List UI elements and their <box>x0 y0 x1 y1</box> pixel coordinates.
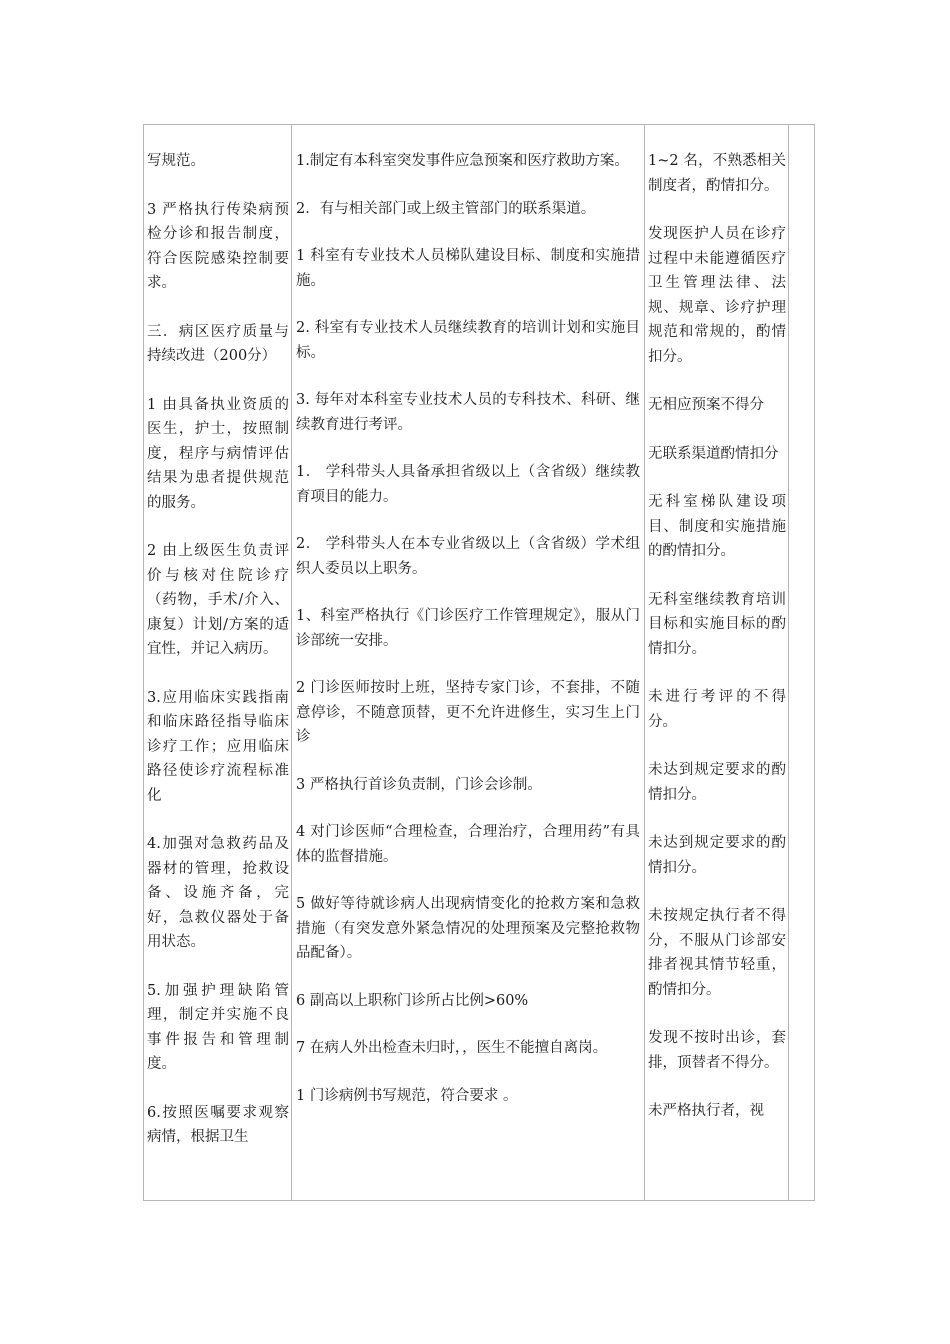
col1-paragraph: 2 由上级医生负责评价与核对住院诊疗（药物，手术/介入、康复）计划/方案的适宜性，并记入病历。 <box>147 543 289 657</box>
col3-paragraph: 未达到规定要求的酌情扣分。 <box>648 835 786 876</box>
col1-paragraph: 6.按照医嘱要求观察病情，根据卫生 <box>147 1104 289 1145</box>
col3-paragraph: 无科室梯队建设项目、制度和实施措施的酌情扣分。 <box>648 494 786 559</box>
col2-paragraph: 1、科室严格执行《门诊医疗工作管理规定》，服从门诊部统一安排。 <box>296 608 640 649</box>
col3-paragraph: 未按规定执行者不得分，不服从门诊部安排者视其情节轻重，酌情扣分。 <box>648 908 786 998</box>
col2-paragraph: 2． 学科带头人在本专业省级以上（含省级）学术组织人委员以上职务。 <box>296 536 640 577</box>
col2-paragraph: 2. 科室有专业技术人员继续教育的培训计划和实施目标。 <box>296 320 640 361</box>
scoring-column <box>645 125 789 1200</box>
col2-paragraph: 3 严格执行首诊负责制，门诊会诊制。 <box>296 776 542 793</box>
col1-paragraph: 5.加强护理缺陷管理，制定并实施不良事件报告和管理制度。 <box>147 982 289 1072</box>
col3-paragraph: 无相应预案不得分 <box>648 397 764 413</box>
col1-paragraph: 4.加强对急救药品及器材的管理，抢救设备、设施齐备，完好，急救仪器处于备用状态。 <box>147 836 289 950</box>
assessment-table <box>143 124 815 1201</box>
col2-paragraph: 5 做好等待就诊病人出现病情变化的抢救方案和急救措施（有突发意外紧急情况的处理预案及完整抢救物品配备）。 <box>296 896 640 961</box>
col1-paragraph: 三．病区医疗质量与持续改进（200分） <box>147 323 289 364</box>
col2-paragraph: 1． 学科带头人具备承担省级以上（含省级）继续教育项目的能力。 <box>296 464 640 505</box>
col3-paragraph: 无科室继续教育培训目标和实施目标的酌情扣分。 <box>648 591 786 657</box>
col3-paragraph: 未达到规定要求的酌情扣分。 <box>648 762 786 803</box>
col2-paragraph: 1 科室有专业技术人员梯队建设目标、制度和实施措施。 <box>296 248 640 289</box>
col2-paragraph: 7 在病人外出检查未归时，，医生不能擅自离岗。 <box>296 1040 608 1056</box>
col3-paragraph: 未进行考评的不得分。 <box>648 689 786 730</box>
col2-paragraph: 1.制定有本科室突发事件应急预案和医疗救助方案。 <box>296 153 629 169</box>
col2-paragraph: 2 门诊医师按时上班，坚持专家门诊，不套排，不随意停诊，不随意顶替，更不允许进修生，实习生上门诊 <box>296 680 640 745</box>
col3-paragraph: 发现不按时出诊，套排，顶替者不得分。 <box>648 1030 786 1071</box>
col3-paragraph: 未严格执行者，视 <box>648 1103 764 1119</box>
col3-paragraph: 1~2 名，不熟悉相关制度者，酌情扣分。 <box>648 153 786 194</box>
col1-paragraph: 写规范。 <box>147 153 205 169</box>
col1-paragraph: 3 严格执行传染病预检分诊和报告制度，符合医院感染控制要求。 <box>147 201 289 291</box>
col1-paragraph: 3.应用临床实践指南和临床路径指导临床诊疗工作；应用临床路径使诊疗流程标准化 <box>147 689 289 804</box>
col2-paragraph: 6 副高以上职称门诊所占比例>60% <box>296 992 529 1009</box>
col1-paragraph: 1 由具备执业资质的医生，护士，按照制度，程序与病情评估结果为患者提供规范的服务。 <box>147 396 289 511</box>
col2-paragraph: 1 门诊病例书写规范，符合要求 。 <box>296 1087 518 1104</box>
requirements-column <box>292 125 645 1200</box>
col3-paragraph: 发现医护人员在诊疗过程中未能遵循医疗卫生管理法律、法规、规章、诊疗护理规范和常规的，酌情扣分。 <box>648 226 786 365</box>
col3-paragraph: 无联系渠道酌情扣分 <box>648 445 779 462</box>
standards-column <box>144 125 292 1200</box>
col2-paragraph: 4 对门诊医师“合理检查，合理治疗，合理用药”有具体的监督措施。 <box>296 824 640 865</box>
empty-column <box>789 125 814 1200</box>
col2-paragraph: 3. 每年对本科室专业技术人员的专科技术、科研、继续教育进行考评。 <box>296 392 640 433</box>
col2-paragraph: 2．有与相关部门或上级主管部门的联系渠道。 <box>296 200 596 217</box>
